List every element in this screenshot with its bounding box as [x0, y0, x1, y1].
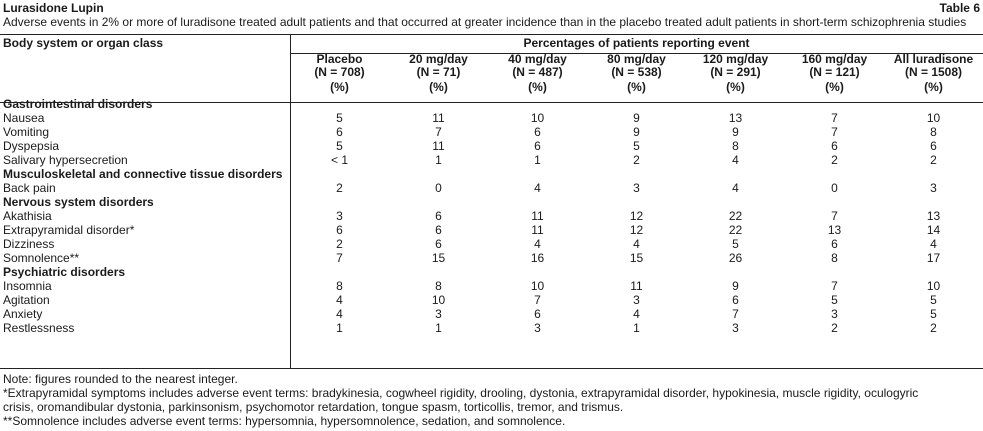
percentage-cell: 10 [530, 111, 545, 125]
column-unit-row [0, 79, 983, 95]
table-row [0, 223, 983, 237]
percentage-cell: 6 [930, 139, 937, 153]
table-notes [3, 372, 978, 428]
percentage-cell: 3 [633, 181, 640, 195]
event-label: Salivary hypersecretion [3, 153, 128, 167]
table-number: Table 6 [939, 1, 980, 15]
percentage-cell: 11 [432, 111, 445, 125]
percentage-cell: 6 [534, 139, 541, 153]
column-n: (N = 487) [512, 65, 563, 79]
percentage-cell: 2 [633, 153, 640, 167]
section-row [0, 195, 983, 209]
column-n: (N = 1508) [904, 65, 963, 79]
percentage-cell: 6 [435, 209, 442, 223]
column-unit: (%) [726, 79, 745, 94]
percentage-cell: 3 [336, 209, 343, 223]
percentage-cell: 3 [534, 321, 541, 335]
percentage-cell: 13 [827, 223, 842, 237]
percentage-cell: 7 [336, 251, 343, 265]
percentage-cell: 11 [630, 279, 643, 293]
header-bottom-rule [0, 102, 983, 103]
percentage-cell: 11 [432, 139, 445, 153]
percentage-cell: 6 [534, 307, 541, 321]
percentage-cell: 12 [629, 209, 644, 223]
percentage-cell: 12 [629, 223, 644, 237]
column-n: (N = 121) [809, 65, 860, 79]
percentage-cell: 8 [930, 125, 937, 139]
percentage-cell: 17 [926, 251, 941, 265]
column-name: All luradisone [893, 52, 974, 66]
table-row [0, 307, 983, 321]
percentage-cell: 2 [336, 237, 343, 251]
table-row [0, 293, 983, 307]
percentage-cell: 5 [930, 307, 937, 321]
column-unit: (%) [528, 79, 547, 94]
percentage-cell: 4 [336, 293, 343, 307]
percentage-cell: 6 [435, 223, 442, 237]
column-unit: (%) [627, 79, 646, 94]
event-label: Akathisia [3, 209, 52, 223]
table-row [0, 237, 983, 251]
percentage-cell: 7 [831, 125, 838, 139]
event-label: Dizziness [3, 237, 55, 251]
extrapyramidal-footnote-line1: *Extrapyramidal symptoms includes adverse event terms: bradykinesia, cogwheel rigidity, drooling, dystonia, extrapyramidal disorder, hypokinesia, muscle rigidity, oculogyric [3, 386, 919, 400]
percentage-cell: 6 [534, 125, 541, 139]
column-n-row [0, 66, 983, 79]
percentage-cell: 2 [930, 153, 937, 167]
percentage-cell: 8 [435, 279, 442, 293]
event-label: Extrapyramidal disorder* [3, 223, 135, 237]
percentage-cell: 8 [336, 279, 343, 293]
percentage-cell: 1 [435, 321, 442, 335]
percentage-cell: 0 [435, 181, 442, 195]
column-n: (N = 291) [710, 65, 761, 79]
percentage-cell: 3 [435, 307, 442, 321]
percentage-cell: 4 [633, 237, 640, 251]
percentage-cell: 9 [633, 125, 640, 139]
percentage-cell: 22 [728, 209, 743, 223]
section-row [0, 95, 983, 111]
percentage-cell: 3 [633, 293, 640, 307]
event-label: Restlessness [3, 321, 75, 335]
percentage-cell: 0 [831, 181, 838, 195]
percentage-cell: 16 [530, 251, 545, 265]
table-row [0, 279, 983, 293]
column-name: 40 mg/day [508, 52, 567, 66]
event-label: Somnolence** [3, 251, 80, 265]
somnolence-footnote: **Somnolence includes adverse event terms: hypersomnia, hypersomnolence, sedation, and somnolence. [3, 414, 566, 428]
percentage-cell: 1 [336, 321, 343, 335]
percentage-cell: 11 [531, 209, 544, 223]
column-name: 80 mg/day [607, 52, 666, 66]
event-label: Anxiety [3, 307, 43, 321]
percentage-cell: 10 [926, 279, 941, 293]
percentage-cell: 9 [732, 125, 739, 139]
percentage-cell: 15 [431, 251, 446, 265]
table-header-row [0, 36, 983, 53]
percentage-cell: 5 [336, 111, 343, 125]
percentage-cell: 7 [831, 279, 838, 293]
document-title: Lurasidone Lupin [3, 1, 104, 15]
event-label: Vomiting [3, 125, 50, 139]
column-n: (N = 538) [611, 65, 662, 79]
percentage-cell: < 1 [330, 153, 348, 167]
percentage-cell: 6 [831, 237, 838, 251]
percentage-cell: 3 [930, 181, 937, 195]
column-name: 120 mg/day [702, 52, 769, 66]
section-row [0, 167, 983, 181]
percentage-cell: 7 [534, 293, 541, 307]
section-label: Nervous system disorders [3, 195, 154, 209]
percentage-cell: 10 [530, 279, 545, 293]
table-row [0, 153, 983, 167]
percentage-cell: 5 [831, 293, 838, 307]
percentage-cell: 5 [336, 139, 343, 153]
percentage-cell: 2 [336, 181, 343, 195]
percentage-cell: 22 [728, 223, 743, 237]
column-unit: (%) [924, 79, 943, 94]
percentage-cell: 7 [831, 111, 838, 125]
percentage-cell: 3 [732, 321, 739, 335]
percentage-cell: 13 [926, 209, 941, 223]
percentage-cell: 26 [728, 251, 743, 265]
section-row [0, 265, 983, 279]
table-row [0, 321, 983, 335]
table-row [0, 125, 983, 139]
percentage-cell: 14 [926, 223, 941, 237]
percentage-cell: 2 [930, 321, 937, 335]
percentage-cell: 6 [732, 293, 739, 307]
percentage-cell: 5 [930, 293, 937, 307]
table-row [0, 111, 983, 125]
adverse-events-table [0, 36, 983, 335]
percentage-cell: 1 [435, 153, 442, 167]
top-rule [0, 34, 983, 35]
rounding-note: Note: figures rounded to the nearest integer. [3, 372, 238, 386]
percentage-cell: 10 [926, 111, 941, 125]
column-unit: (%) [330, 79, 349, 94]
table-row [0, 181, 983, 195]
table-row [0, 209, 983, 223]
percentage-cell: 4 [633, 307, 640, 321]
percentage-cell: 1 [633, 321, 640, 335]
percentage-cell: 2 [831, 153, 838, 167]
table-caption: Adverse events in 2% or more of luradisone treated adult patients and that occurred at greater incidence than in the placebo treated adult patients in short-term schizophrenia studies [3, 15, 967, 29]
column-unit: (%) [825, 79, 844, 94]
percentage-cell: 9 [633, 111, 640, 125]
percentage-cell: 6 [831, 139, 838, 153]
column-name: Placebo [316, 52, 363, 66]
table-header [3, 1, 980, 29]
percentage-cell: 11 [531, 223, 544, 237]
percentage-cell: 4 [732, 153, 739, 167]
percentage-cell: 7 [732, 307, 739, 321]
column-name: 160 mg/day [801, 52, 868, 66]
first-column-header: Body system or organ class [3, 36, 164, 50]
percentage-cell: 9 [732, 279, 739, 293]
bottom-rule [0, 368, 983, 369]
percentage-cell: 4 [534, 237, 541, 251]
percentage-cell: 4 [732, 181, 739, 195]
percentage-cell: 7 [831, 209, 838, 223]
percentage-cell: 13 [728, 111, 743, 125]
percentage-cell: 2 [831, 321, 838, 335]
percentage-cell: 4 [930, 237, 937, 251]
percentage-cell: 15 [629, 251, 644, 265]
section-label: Musculoskeletal and connective tissue disorders [3, 167, 283, 181]
column-name: 20 mg/day [409, 52, 468, 66]
percentage-cell: 10 [431, 293, 446, 307]
percentage-cell: 8 [732, 139, 739, 153]
percentage-cell: 4 [336, 307, 343, 321]
event-label: Back pain [3, 181, 56, 195]
section-label: Gastrointestinal disorders [3, 97, 153, 111]
section-label: Psychiatric disorders [3, 265, 126, 279]
column-n: (N = 708) [314, 65, 365, 79]
column-unit: (%) [429, 79, 448, 94]
event-label: Insomnia [3, 279, 52, 293]
percentage-cell: 5 [732, 237, 739, 251]
table-row [0, 139, 983, 153]
percentage-cell: 4 [534, 181, 541, 195]
percentage-cell: 6 [435, 237, 442, 251]
percentage-cell: 5 [633, 139, 640, 153]
percentage-cell: 7 [435, 125, 442, 139]
percentage-cell: 1 [534, 153, 541, 167]
extrapyramidal-footnote-line2: crisis, oromandibular dystonia, parkinsonism, psychomotor retardation, tongue spasm, torticollis, tremor, and trismus. [3, 400, 624, 414]
event-label: Agitation [3, 293, 50, 307]
percentage-cell: 6 [336, 223, 343, 237]
event-label: Nausea [3, 111, 45, 125]
percentage-cell: 3 [831, 307, 838, 321]
column-n: (N = 71) [416, 65, 461, 79]
percentage-cell: 6 [336, 125, 343, 139]
percentage-cell: 8 [831, 251, 838, 265]
group-header: Percentages of patients reporting event [523, 36, 750, 50]
table-row [0, 251, 983, 265]
event-label: Dyspepsia [3, 139, 60, 153]
